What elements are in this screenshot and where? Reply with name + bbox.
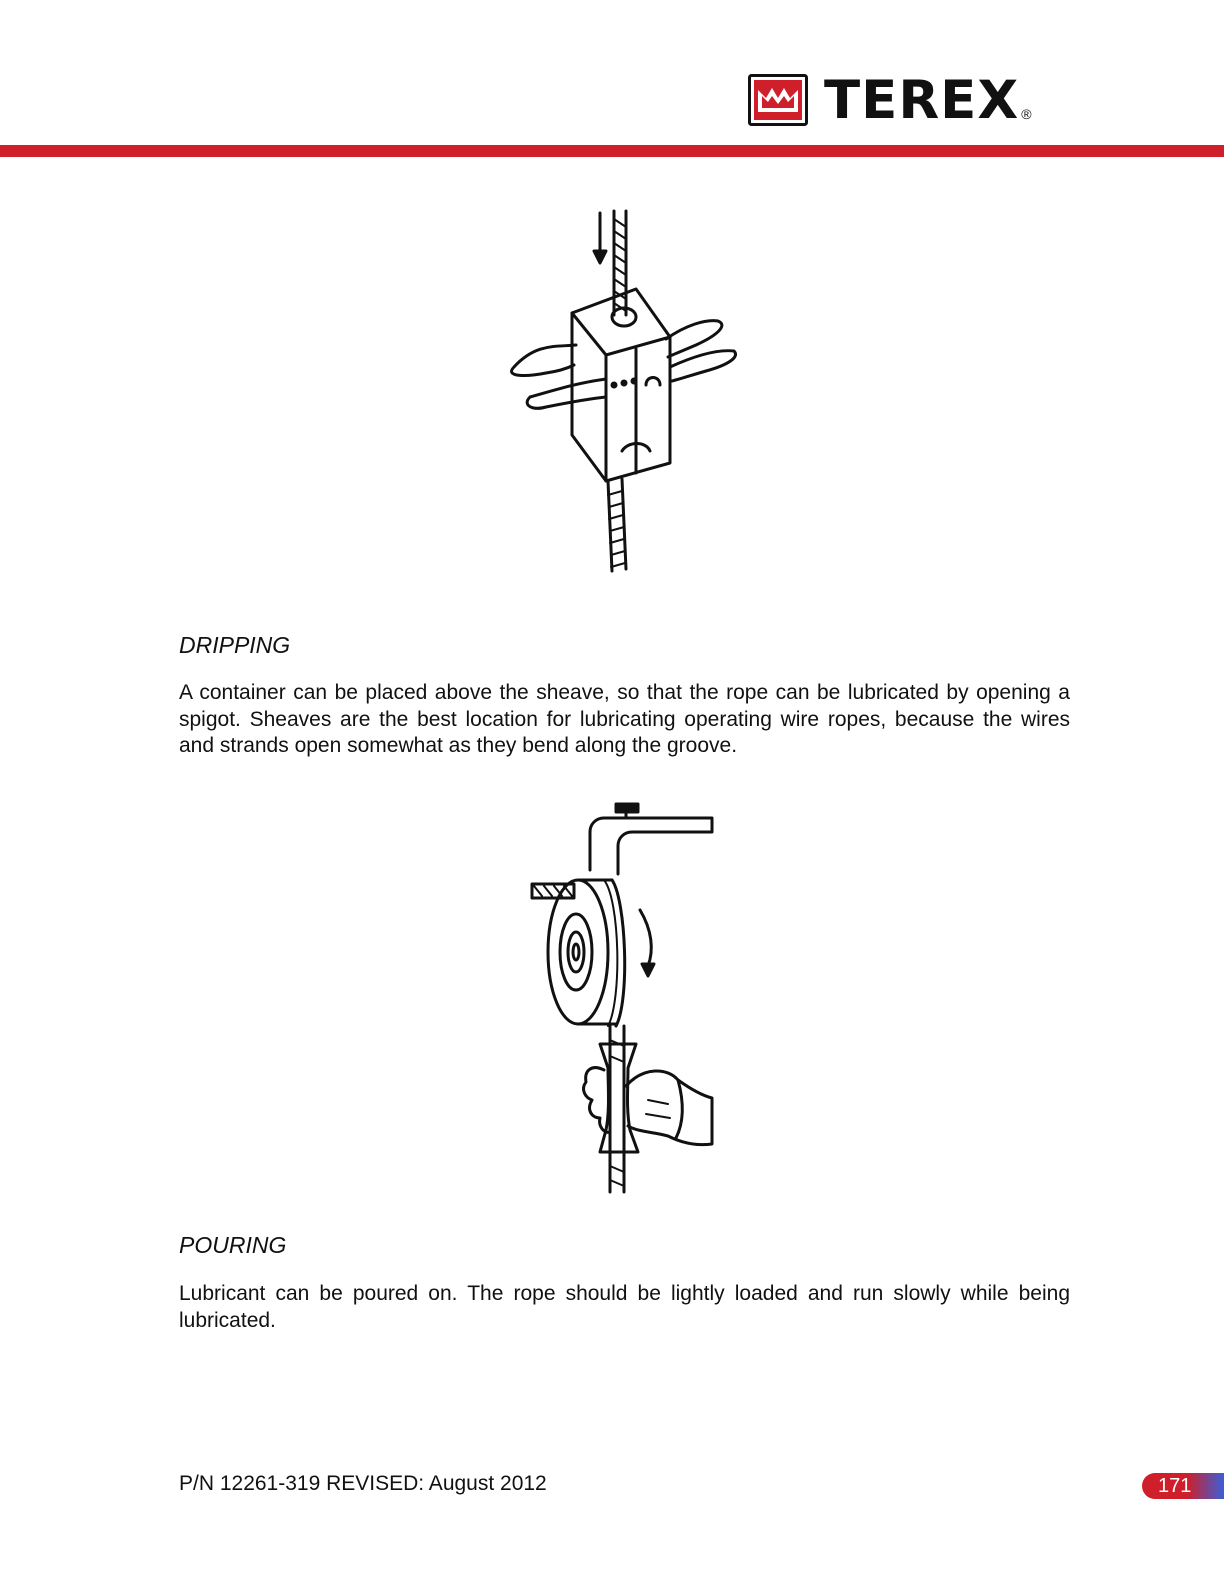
dripping-illustration bbox=[496, 205, 744, 577]
footer-part-number: P/N 12261-319 REVISED: August 2012 bbox=[179, 1472, 547, 1495]
registered-mark: ® bbox=[1021, 106, 1032, 122]
section-heading-dripping: DRIPPING bbox=[179, 632, 291, 658]
section-body-pouring: Lubricant can be poured on. The rope should be lightly loaded and run slowly while being lubricated. bbox=[179, 1282, 1070, 1332]
section-body-dripping: A container can be placed above the sheave, so that the rope can be lubricated by opening a spigot. Sheaves are the best location for lubricating operating wire ropes, because the wires and strands open somewhat as they bend along the groove. bbox=[179, 681, 1070, 757]
brand-name: TEREX bbox=[824, 69, 1020, 131]
terex-logo bbox=[748, 69, 1032, 131]
pouring-illustration bbox=[528, 800, 724, 1196]
terex-crown-icon bbox=[748, 74, 808, 126]
section-heading-pouring: POURING bbox=[179, 1232, 287, 1258]
page-number: 171 bbox=[1142, 1473, 1224, 1499]
header-rule bbox=[0, 145, 1224, 157]
